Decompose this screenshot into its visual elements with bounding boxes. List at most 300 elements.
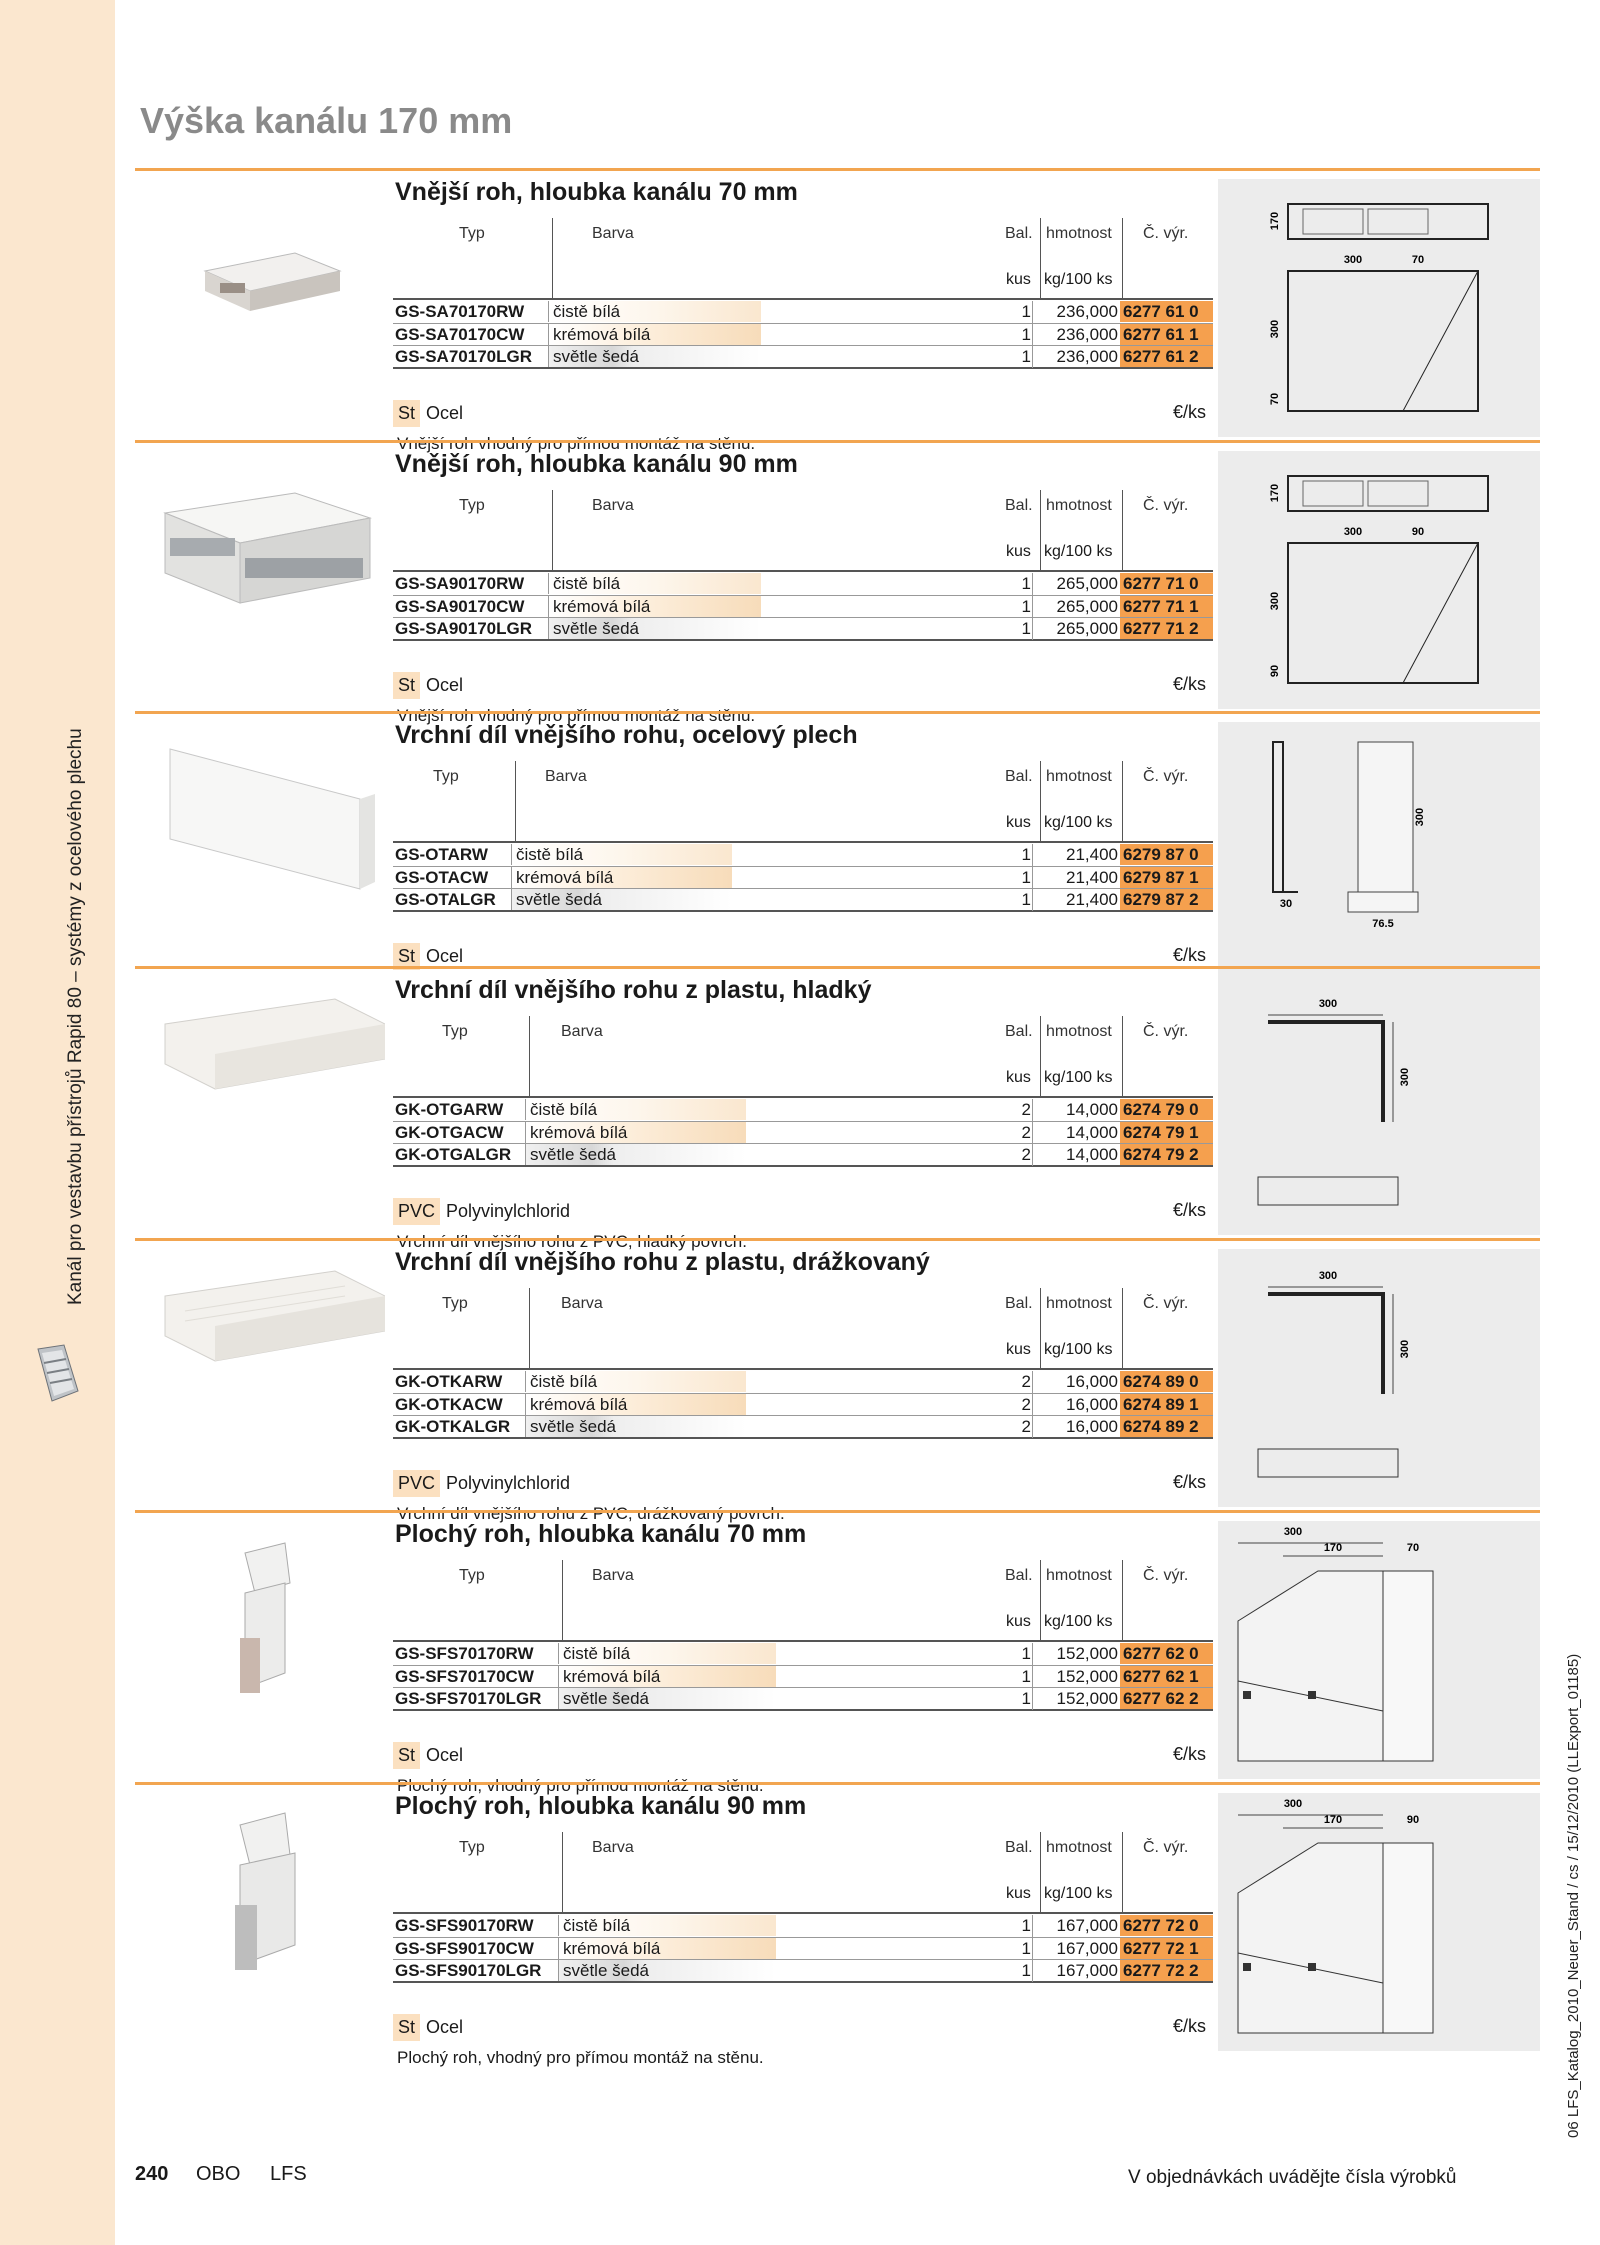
header-rule <box>393 841 1213 843</box>
pack-qty: 2 <box>1021 1417 1031 1436</box>
pack-qty: 1 <box>1021 890 1031 909</box>
material-name: Polyvinylchlorid <box>446 1201 571 1221</box>
table-row <box>393 573 1213 596</box>
type-code: GS-OTALGR <box>395 890 496 909</box>
header-divider <box>562 1560 563 1640</box>
header-rule <box>393 1368 1213 1370</box>
pack-qty: 1 <box>1021 574 1031 593</box>
col-header-type: Typ <box>442 1023 468 1040</box>
material-name: Ocel <box>426 946 464 966</box>
table-row <box>393 1643 1213 1666</box>
header-divider <box>1122 490 1123 570</box>
type-code: GS-SFS90170CW <box>395 1938 534 1958</box>
color-name: čistě bílá <box>548 301 761 322</box>
cell-divider <box>1032 844 1033 866</box>
article-number: 6277 62 1 <box>1120 1666 1213 1687</box>
color-name: krémová bílá <box>558 1938 776 1959</box>
col-header-color: Barva <box>592 1567 634 1584</box>
price-unit: €/ks <box>1173 674 1207 694</box>
svg-text:300: 300 <box>1399 1339 1411 1359</box>
svg-text:300: 300 <box>1318 1270 1338 1282</box>
unit-weight: kg/100 ks <box>1044 814 1113 831</box>
svg-text:170: 170 <box>1323 1542 1343 1554</box>
article-number: 6277 61 1 <box>1120 324 1213 345</box>
weight: 152,000 <box>1056 1666 1118 1686</box>
svg-text:90: 90 <box>1269 664 1281 678</box>
table-row <box>393 301 1213 324</box>
col-header-weight: hmotnost <box>1046 497 1112 514</box>
svg-text:300: 300 <box>1269 319 1281 339</box>
header-rule <box>393 298 1213 300</box>
col-header-type: Typ <box>459 497 485 514</box>
col-header-type: Typ <box>459 1567 485 1584</box>
header-divider <box>552 218 553 298</box>
type-code: GS-SFS90170LGR <box>395 1961 542 1980</box>
col-header-color: Barva <box>592 497 634 514</box>
technical-drawing <box>1218 1521 1540 1779</box>
cell-divider <box>1032 1643 1033 1665</box>
article-number: 6274 89 1 <box>1120 1394 1213 1415</box>
col-header-color: Barva <box>592 1839 634 1856</box>
unit-weight: kg/100 ks <box>1044 271 1113 288</box>
cell-divider <box>1032 301 1033 323</box>
table-row <box>393 867 1213 890</box>
table-row <box>393 1416 1213 1439</box>
type-code: GS-OTARW <box>395 845 488 864</box>
weight: 265,000 <box>1056 619 1118 638</box>
unit-pack: kus <box>1006 1341 1031 1358</box>
weight: 14,000 <box>1066 1100 1118 1119</box>
cell-divider <box>1032 1416 1033 1438</box>
svg-text:170: 170 <box>1269 483 1281 503</box>
type-code: GK-OTGARW <box>395 1100 504 1119</box>
col-header-weight: hmotnost <box>1046 768 1112 785</box>
col-header-pack: Bal. <box>1005 1295 1033 1312</box>
article-number: 6277 71 0 <box>1120 573 1213 594</box>
product-photo <box>145 1251 385 1501</box>
color-name: čistě bílá <box>525 1099 746 1120</box>
type-code: GK-OTKACW <box>395 1394 503 1414</box>
type-code: GS-SA90170LGR <box>395 619 532 638</box>
col-header-pack: Bal. <box>1005 225 1033 242</box>
header-rule <box>393 1912 1213 1914</box>
weight: 14,000 <box>1066 1145 1118 1164</box>
type-code: GS-SFS90170RW <box>395 1916 534 1935</box>
article-number: 6277 71 1 <box>1120 596 1213 617</box>
svg-text:300: 300 <box>1283 1798 1303 1810</box>
table-row <box>393 1099 1213 1122</box>
svg-text:170: 170 <box>1269 211 1281 231</box>
col-header-type: Typ <box>433 768 459 785</box>
section-description: Plochý roh, vhodný pro přímou montáž na stěnu. <box>397 1776 764 1795</box>
unit-weight: kg/100 ks <box>1044 1613 1113 1630</box>
material-code: St <box>393 1742 420 1769</box>
cell-divider <box>1032 1099 1033 1121</box>
weight: 16,000 <box>1066 1417 1118 1436</box>
color-name: světle šedá <box>548 618 761 639</box>
weight: 167,000 <box>1056 1916 1118 1935</box>
color-name: světle šedá <box>548 346 761 367</box>
svg-text:300: 300 <box>1318 998 1338 1010</box>
color-name: krémová bílá <box>558 1666 776 1687</box>
cell-divider <box>1032 1394 1033 1416</box>
footer-system: LFS <box>270 2163 307 2185</box>
article-number: 6279 87 0 <box>1120 844 1213 865</box>
sidebar-text: Kanál pro vestavbu přístrojů Rapid 80 – systémy z ocelového plechu <box>65 728 86 1305</box>
material-name: Ocel <box>426 2017 464 2037</box>
section-title: Vrchní díl vnějšího rohu, ocelový plech <box>395 721 858 749</box>
header-rule <box>393 1640 1213 1642</box>
type-code: GS-SA70170RW <box>395 302 525 321</box>
col-header-type: Typ <box>442 1295 468 1312</box>
table-row <box>393 1144 1213 1167</box>
weight: 21,400 <box>1066 867 1118 887</box>
cell-divider <box>1032 596 1033 618</box>
material-code: St <box>393 943 420 970</box>
material-line <box>393 1470 570 1497</box>
section-description: Vrchní díl vnějšího rohu z PVC, drážkovaný povrch. <box>397 1504 785 1523</box>
product-table <box>393 1099 1213 1167</box>
color-name: krémová bílá <box>511 867 732 888</box>
svg-text:300: 300 <box>1283 1526 1303 1538</box>
pack-qty: 2 <box>1021 1100 1031 1119</box>
header-divider <box>1040 1288 1041 1368</box>
pack-qty: 1 <box>1021 324 1031 344</box>
section-title: Plochý roh, hloubka kanálu 90 mm <box>395 1792 807 1820</box>
color-name: světle šedá <box>525 1144 746 1165</box>
material-name: Ocel <box>426 675 464 695</box>
col-header-article: Č. výr. <box>1143 768 1189 785</box>
section-description: Plochý roh, vhodný pro přímou montáž na stěnu. <box>397 2048 764 2067</box>
product-table <box>393 573 1213 641</box>
page-number: 240 <box>135 2163 169 2185</box>
col-header-color: Barva <box>561 1295 603 1312</box>
type-code: GK-OTGALGR <box>395 1145 512 1164</box>
section-description: Vnější roh vhodný pro přímou montáž na stěnu. <box>397 706 756 725</box>
price-unit: €/ks <box>1173 1744 1207 1764</box>
type-code: GS-OTACW <box>395 867 489 887</box>
unit-weight: kg/100 ks <box>1044 1885 1113 1902</box>
header-divider <box>1122 1016 1123 1096</box>
technical-drawing <box>1218 451 1540 709</box>
cell-divider <box>1032 867 1033 889</box>
svg-text:70: 70 <box>1406 1542 1420 1554</box>
col-header-pack: Bal. <box>1005 1839 1033 1856</box>
table-row <box>393 346 1213 369</box>
weight: 265,000 <box>1056 596 1118 616</box>
article-number: 6277 72 2 <box>1120 1960 1213 1981</box>
svg-text:300: 300 <box>1399 1067 1411 1087</box>
footer-brand: OBO <box>196 2163 241 2185</box>
svg-text:70: 70 <box>1411 254 1425 266</box>
svg-text:300: 300 <box>1269 591 1281 611</box>
product-section <box>135 1510 1540 1795</box>
article-number: 6274 79 1 <box>1120 1122 1213 1143</box>
col-header-type: Typ <box>459 1839 485 1856</box>
pack-qty: 1 <box>1021 1666 1031 1686</box>
type-code: GS-SFS70170RW <box>395 1644 534 1663</box>
section-title: Vnější roh, hloubka kanálu 90 mm <box>395 450 798 478</box>
material-code: St <box>393 400 420 427</box>
header-divider <box>1122 1288 1123 1368</box>
col-header-article: Č. výr. <box>1143 1023 1189 1040</box>
cell-divider <box>1032 346 1033 368</box>
product-table <box>393 301 1213 369</box>
cell-divider <box>1032 1688 1033 1710</box>
type-code: GS-SFS70170CW <box>395 1666 534 1686</box>
product-table <box>393 1643 1213 1711</box>
sidebar-band <box>0 0 115 2245</box>
col-header-article: Č. výr. <box>1143 1567 1189 1584</box>
unit-pack: kus <box>1006 1885 1031 1902</box>
weight: 16,000 <box>1066 1372 1118 1391</box>
col-header-pack: Bal. <box>1005 497 1033 514</box>
header-divider <box>1040 1016 1041 1096</box>
technical-drawing <box>1218 179 1540 437</box>
pack-qty: 1 <box>1021 619 1031 638</box>
col-header-weight: hmotnost <box>1046 225 1112 242</box>
price-unit: €/ks <box>1173 1200 1207 1220</box>
pack-qty: 1 <box>1021 596 1031 616</box>
table-row <box>393 1960 1213 1983</box>
pack-qty: 1 <box>1021 1938 1031 1958</box>
pack-qty: 1 <box>1021 1689 1031 1708</box>
col-header-article: Č. výr. <box>1143 1295 1189 1312</box>
article-number: 6277 62 2 <box>1120 1688 1213 1709</box>
table-row <box>393 596 1213 619</box>
unit-pack: kus <box>1006 1613 1031 1630</box>
type-code: GS-SFS70170LGR <box>395 1689 542 1708</box>
product-photo <box>145 1523 385 1773</box>
color-name: světle šedá <box>525 1416 746 1437</box>
table-row <box>393 1394 1213 1417</box>
header-divider <box>1122 1560 1123 1640</box>
section-title: Vrchní díl vnějšího rohu z plastu, drážkovaný <box>395 1248 930 1276</box>
weight: 16,000 <box>1066 1394 1118 1414</box>
svg-text:300: 300 <box>1343 526 1363 538</box>
type-code: GS-SA90170RW <box>395 574 525 593</box>
technical-drawing <box>1218 977 1540 1235</box>
header-rule <box>393 1096 1213 1098</box>
color-name: světle šedá <box>558 1688 776 1709</box>
type-code: GK-OTGACW <box>395 1122 504 1142</box>
color-name: čistě bílá <box>511 844 732 865</box>
pack-qty: 1 <box>1021 302 1031 321</box>
pack-qty: 1 <box>1021 347 1031 366</box>
cell-divider <box>1032 1371 1033 1393</box>
pack-qty: 2 <box>1021 1372 1031 1391</box>
header-divider <box>529 1016 530 1096</box>
svg-text:300: 300 <box>1414 807 1426 827</box>
weight: 236,000 <box>1056 324 1118 344</box>
weight: 236,000 <box>1056 347 1118 366</box>
material-line <box>393 2014 463 2041</box>
article-number: 6279 87 1 <box>1120 867 1213 888</box>
article-number: 6274 89 0 <box>1120 1371 1213 1392</box>
header-divider <box>1122 1832 1123 1912</box>
type-code: GS-SA90170CW <box>395 596 525 616</box>
unit-weight: kg/100 ks <box>1044 543 1113 560</box>
col-header-color: Barva <box>592 225 634 242</box>
section-title: Plochý roh, hloubka kanálu 70 mm <box>395 1520 807 1548</box>
page-title: Výška kanálu 170 mm <box>140 100 513 141</box>
material-code: PVC <box>393 1470 440 1497</box>
weight: 21,400 <box>1066 845 1118 864</box>
footer-note: V objednávkách uvádějte čísla výrobků <box>1128 2167 1457 2188</box>
pack-qty: 2 <box>1021 1145 1031 1164</box>
svg-text:90: 90 <box>1406 1814 1420 1826</box>
header-divider <box>529 1288 530 1368</box>
weight: 21,400 <box>1066 890 1118 909</box>
unit-weight: kg/100 ks <box>1044 1341 1113 1358</box>
product-section <box>135 966 1540 1251</box>
weight: 14,000 <box>1066 1122 1118 1142</box>
pack-qty: 2 <box>1021 1122 1031 1142</box>
table-row <box>393 324 1213 347</box>
article-number: 6274 79 2 <box>1120 1144 1213 1165</box>
unit-pack: kus <box>1006 543 1031 560</box>
section-description: Vnější roh vhodný pro přímou montáž na stěnu. <box>397 434 756 453</box>
cell-divider <box>1032 889 1033 911</box>
weight: 152,000 <box>1056 1689 1118 1708</box>
table-row <box>393 844 1213 867</box>
header-divider <box>1040 1560 1041 1640</box>
article-number: 6277 62 0 <box>1120 1643 1213 1664</box>
product-photo <box>145 1795 385 2045</box>
pack-qty: 1 <box>1021 845 1031 864</box>
cell-divider <box>1032 618 1033 640</box>
table-row <box>393 889 1213 912</box>
material-line <box>393 1742 463 1769</box>
col-header-type: Typ <box>459 225 485 242</box>
header-divider <box>1040 218 1041 298</box>
article-number: 6277 71 2 <box>1120 618 1213 639</box>
article-number: 6277 72 1 <box>1120 1938 1213 1959</box>
weight: 265,000 <box>1056 574 1118 593</box>
section-description: Vrchní díl vnějšího rohu z PVC, hladký povrch. <box>397 1232 747 1251</box>
product-section <box>135 711 1540 981</box>
article-number: 6274 89 2 <box>1120 1416 1213 1437</box>
header-rule <box>393 570 1213 572</box>
channel-thumbnail-icon <box>34 1343 82 1405</box>
header-divider <box>1040 490 1041 570</box>
table-row <box>393 1915 1213 1938</box>
article-number: 6274 79 0 <box>1120 1099 1213 1120</box>
product-table <box>393 844 1213 912</box>
cell-divider <box>1032 1144 1033 1166</box>
table-row <box>393 1371 1213 1394</box>
type-code: GK-OTKALGR <box>395 1417 511 1436</box>
product-photo <box>145 979 385 1229</box>
product-photo <box>145 181 385 431</box>
color-name: světle šedá <box>511 889 732 910</box>
col-header-weight: hmotnost <box>1046 1023 1112 1040</box>
cell-divider <box>1032 324 1033 346</box>
material-code: St <box>393 672 420 699</box>
svg-text:30: 30 <box>1279 898 1293 910</box>
svg-text:76.5: 76.5 <box>1372 918 1394 930</box>
product-table <box>393 1915 1213 1983</box>
article-number: 6277 72 0 <box>1120 1915 1213 1936</box>
col-header-article: Č. výr. <box>1143 225 1189 242</box>
pack-qty: 2 <box>1021 1394 1031 1414</box>
technical-drawing <box>1218 1793 1540 2051</box>
col-header-color: Barva <box>561 1023 603 1040</box>
product-section <box>135 440 1540 725</box>
color-name: krémová bílá <box>548 324 761 345</box>
section-title: Vnější roh, hloubka kanálu 70 mm <box>395 178 798 206</box>
price-unit: €/ks <box>1173 1472 1207 1492</box>
section-title: Vrchní díl vnějšího rohu z plastu, hladký <box>395 976 872 1004</box>
cell-divider <box>1032 1960 1033 1982</box>
svg-text:170: 170 <box>1323 1814 1343 1826</box>
pack-qty: 1 <box>1021 1916 1031 1935</box>
material-line <box>393 672 463 699</box>
unit-pack: kus <box>1006 1069 1031 1086</box>
technical-drawing <box>1218 1249 1540 1507</box>
product-section <box>135 168 1540 453</box>
cell-divider <box>1032 573 1033 595</box>
weight: 236,000 <box>1056 302 1118 321</box>
pack-qty: 1 <box>1021 867 1031 887</box>
material-line <box>393 1198 570 1225</box>
color-name: čistě bílá <box>548 573 761 594</box>
type-code: GK-OTKARW <box>395 1372 503 1391</box>
table-row <box>393 1666 1213 1689</box>
material-name: Polyvinylchlorid <box>446 1473 571 1493</box>
technical-drawing <box>1218 722 1540 980</box>
color-name: čistě bílá <box>558 1915 776 1936</box>
header-divider <box>1122 761 1123 841</box>
material-code: PVC <box>393 1198 440 1225</box>
cell-divider <box>1032 1666 1033 1688</box>
price-unit: €/ks <box>1173 402 1207 422</box>
col-header-article: Č. výr. <box>1143 1839 1189 1856</box>
weight: 167,000 <box>1056 1961 1118 1980</box>
col-header-article: Č. výr. <box>1143 497 1189 514</box>
cell-divider <box>1032 1938 1033 1960</box>
svg-text:300: 300 <box>1343 254 1363 266</box>
col-header-pack: Bal. <box>1005 1023 1033 1040</box>
col-header-pack: Bal. <box>1005 768 1033 785</box>
cell-divider <box>1032 1915 1033 1937</box>
pack-qty: 1 <box>1021 1644 1031 1663</box>
color-name: krémová bílá <box>525 1394 746 1415</box>
col-header-pack: Bal. <box>1005 1567 1033 1584</box>
color-name: krémová bílá <box>525 1122 746 1143</box>
svg-text:70: 70 <box>1269 392 1281 406</box>
table-row <box>393 618 1213 641</box>
pack-qty: 1 <box>1021 1961 1031 1980</box>
table-row <box>393 1122 1213 1145</box>
table-row <box>393 1688 1213 1711</box>
header-divider <box>552 490 553 570</box>
type-code: GS-SA70170CW <box>395 324 525 344</box>
header-divider <box>562 1832 563 1912</box>
material-line <box>393 400 463 427</box>
product-table <box>393 1371 1213 1439</box>
weight: 152,000 <box>1056 1644 1118 1663</box>
material-code: St <box>393 2014 420 2041</box>
material-name: Ocel <box>426 1745 464 1765</box>
product-section <box>135 1238 1540 1523</box>
color-name: čistě bílá <box>525 1371 746 1392</box>
header-divider <box>1040 1832 1041 1912</box>
type-code: GS-SA70170LGR <box>395 347 532 366</box>
article-number: 6277 61 2 <box>1120 346 1213 367</box>
product-photo <box>145 453 385 703</box>
unit-weight: kg/100 ks <box>1044 1069 1113 1086</box>
